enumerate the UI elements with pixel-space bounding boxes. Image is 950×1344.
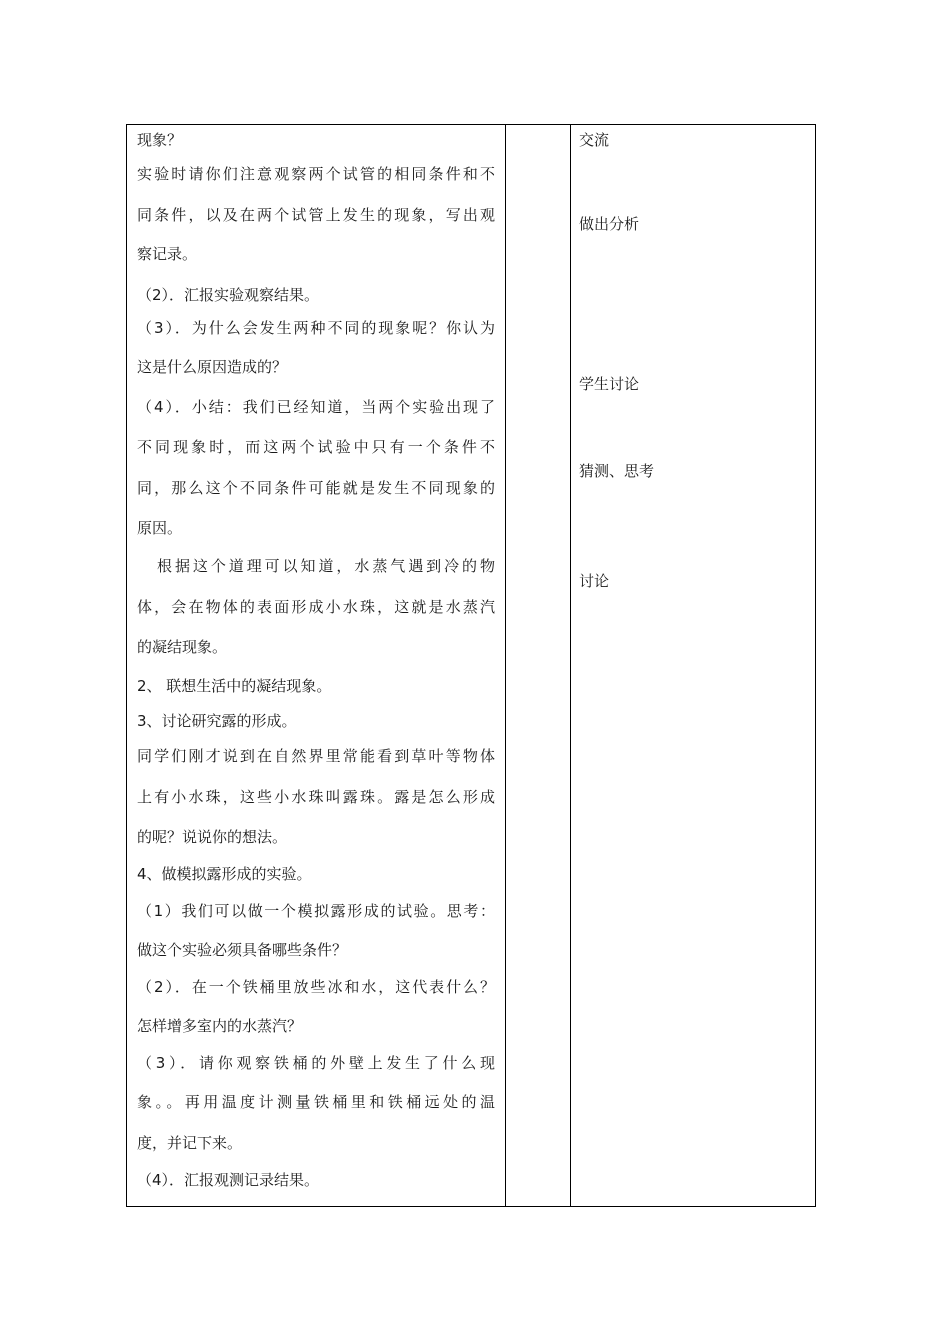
lesson-plan-table <box>126 124 816 1207</box>
text-line: （3）．请你观察铁桶的外壁上发生了什么现 <box>137 1054 495 1072</box>
text-line: 度，并记下来。 <box>137 1134 243 1152</box>
text-line: 根据这个道理可以知道，水蒸气遇到冷的物 <box>157 557 495 575</box>
text-line: 3、讨论研究露的形成。 <box>137 712 297 730</box>
text-line: （3）．为什么会发生两种不同的现象呢？你认为 <box>137 319 495 337</box>
text-line: （4）．汇报观测记录结果。 <box>137 1171 320 1189</box>
text-line: 的凝结现象。 <box>137 638 228 656</box>
student-note: 猜测、思考 <box>579 462 655 480</box>
text-line: 象。。再用温度计测量铁桶里和铁桶远处的温 <box>137 1093 495 1111</box>
student-note: 讨论 <box>579 572 610 590</box>
column-divider <box>505 125 506 1206</box>
text-line: 2、 联想生活中的凝结现象。 <box>137 677 332 695</box>
text-line: 不同现象时，而这两个试验中只有一个条件不 <box>137 438 495 456</box>
text-line: （2）．在一个铁桶里放些冰和水，这代表什么？ <box>137 978 495 996</box>
column-divider <box>570 125 571 1206</box>
text-line: 4、做模拟露形成的实验。 <box>137 865 312 883</box>
text-line: （4）．小结：我们已经知道，当两个实验出现了 <box>137 398 495 416</box>
text-line: （1）我们可以做一个模拟露形成的试验。思考： <box>137 902 495 920</box>
text-line: 同学们刚才说到在自然界里常能看到草叶等物体 <box>137 747 495 765</box>
text-line: 做这个实验必须具备哪些条件？ <box>137 941 348 959</box>
text-line: （2）．汇报实验观察结果。 <box>137 286 320 304</box>
text-line: 怎样增多室内的水蒸汽？ <box>137 1017 303 1035</box>
text-line: 原因。 <box>137 519 183 537</box>
text-line: 同条件，以及在两个试管上发生的现象，写出观 <box>137 206 495 224</box>
text-line: 这是什么原因造成的？ <box>137 358 288 376</box>
student-note: 交流 <box>579 131 610 149</box>
text-line: 上有小水珠，这些小水珠叫露珠。露是怎么形成 <box>137 788 495 806</box>
text-line: 现象？ <box>137 131 183 149</box>
text-line: 体，会在物体的表面形成小水珠，这就是水蒸汽 <box>137 598 495 616</box>
student-note: 做出分析 <box>579 215 640 233</box>
text-line: 同，那么这个不同条件可能就是发生不同现象的 <box>137 479 495 497</box>
student-note: 学生讨论 <box>579 375 640 393</box>
text-line: 察记录。 <box>137 245 198 263</box>
text-line: 实验时请你们注意观察两个试管的相同条件和不 <box>137 165 495 183</box>
text-line: 的呢？说说你的想法。 <box>137 828 288 846</box>
